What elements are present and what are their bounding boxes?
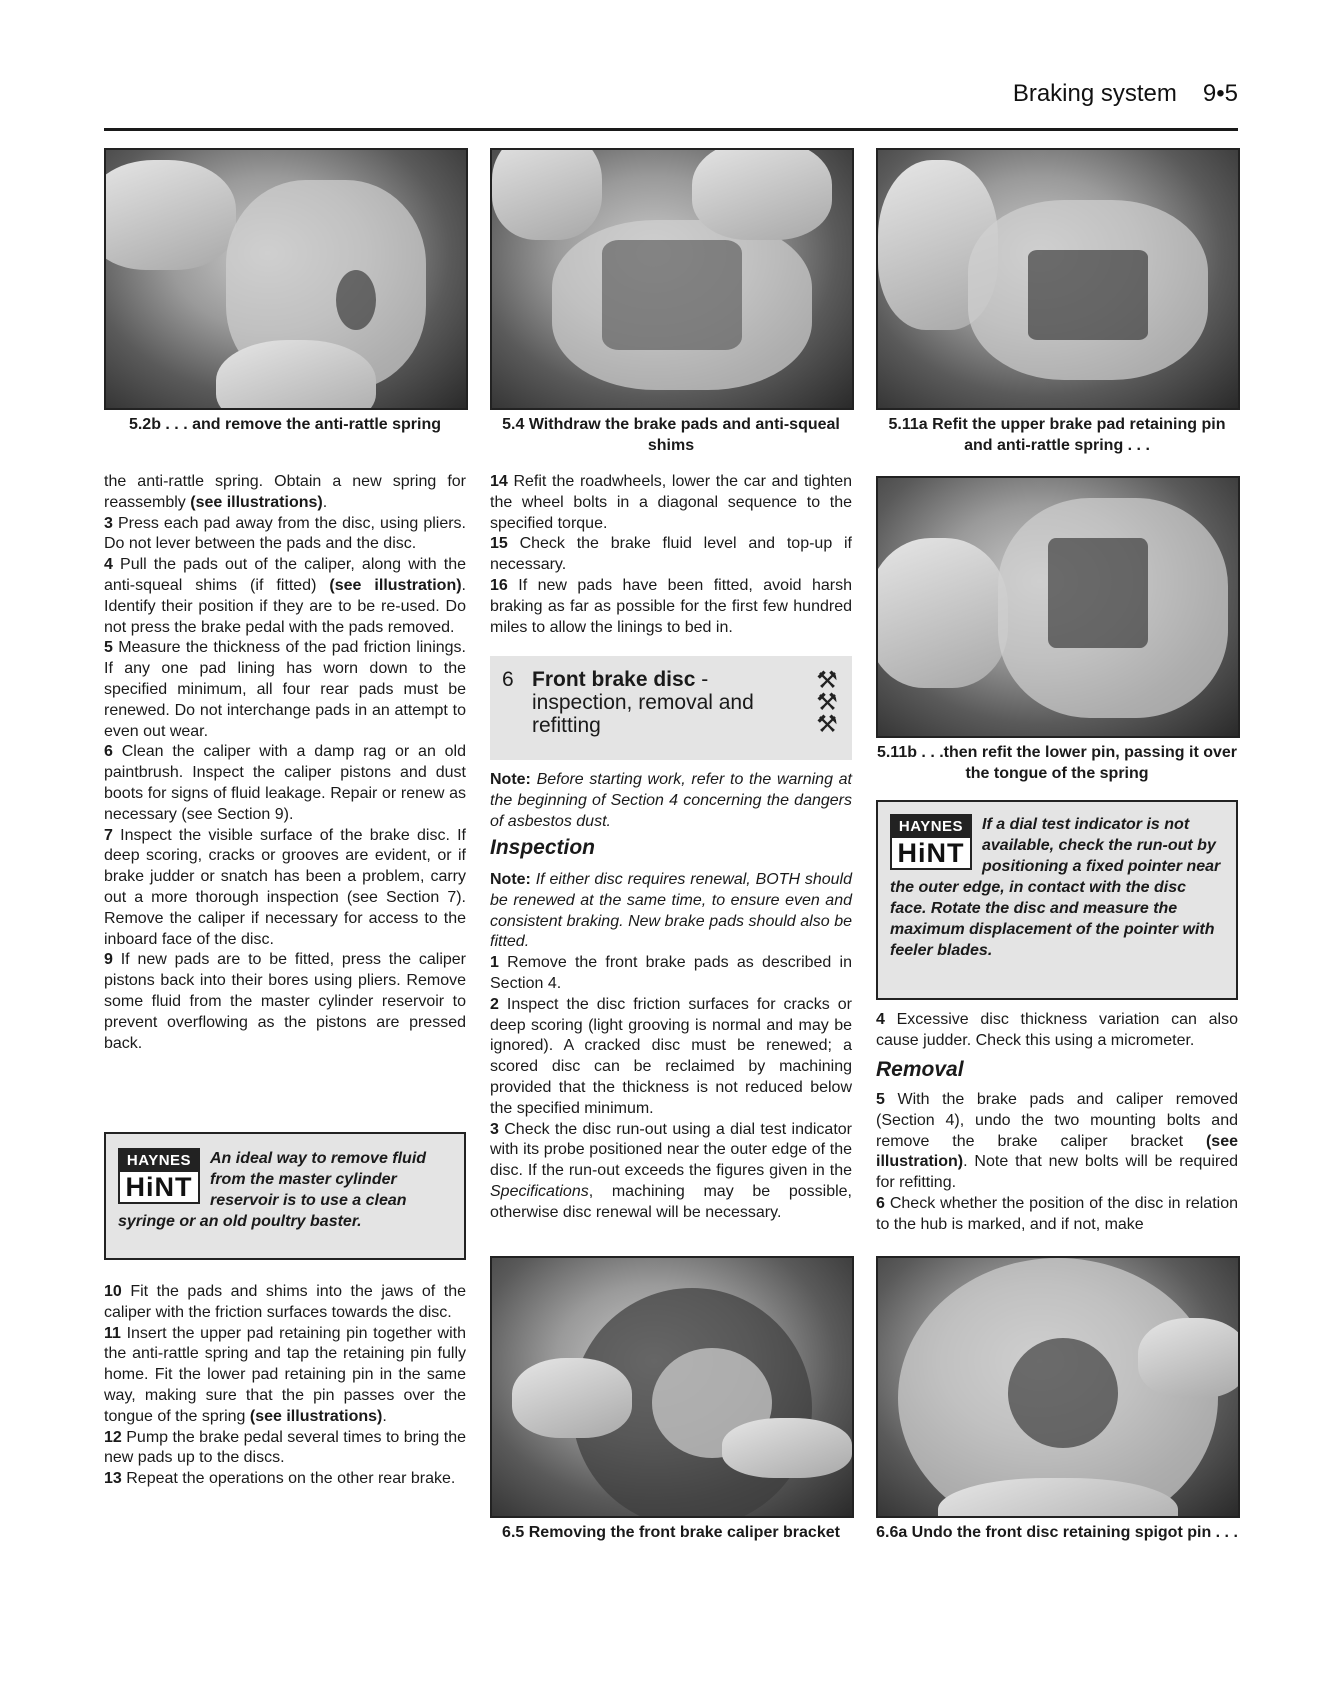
paragraph: Note: If either disc requires renewal, BOTH should be renewed at the same time, to ensure even and consistent braking. New brake pads should also be fitted. <box>490 871 852 951</box>
paragraph: the anti-rattle spring. Obtain a new spring for reassembly (see illustrations). <box>104 473 466 511</box>
caption-5-2b: 5.2b . . . and remove the anti-rattle spring <box>128 416 442 433</box>
removal-heading: Removal <box>876 1058 964 1081</box>
paragraph: 15 Check the brake fluid level and top-up if necessary. <box>490 535 852 574</box>
col1-text-bottom <box>104 1282 466 1490</box>
paragraph: 4 Excessive disc thickness variation can also cause judder. Check this using a micrometer. <box>876 1011 1238 1049</box>
photo-6-5 <box>490 1256 854 1518</box>
photo-5-4 <box>490 148 854 410</box>
paragraph: 16 If new pads have been fitted, avoid harsh braking as far as possible for the first few hundred miles to allow the linings to bed in. <box>490 576 852 636</box>
photo-5-2b <box>104 148 468 410</box>
paragraph: 14 Refit the roadwheels, lower the car and tighten the wheel bolts in a diagonal sequence to the specified torque. <box>490 473 852 532</box>
paragraph: 3 Check the disc run-out using a dial test indicator with its probe positioned near the outer edge of the disc. If the run-out exceeds the figures given in the Specifications, machining may be possible, otherwise disc renewal will be necessary. <box>490 1120 852 1221</box>
paragraph: 7 Inspect the visible surface of the brake disc. If deep scoring, cracks or grooves are evident, or if brake judder or snatch has been a problem, carry out a more thorough inspection (see Section 7). Remove the caliper if necessary for access to the inboard face of the disc. <box>104 826 466 948</box>
paragraph: 9 If new pads are to be fitted, press the caliper pistons back into their bores using pliers. Remove some fluid from the master cylinder reservoir to prevent overflowing as the pistons are pressed back. <box>104 951 466 1052</box>
photo-5-11b <box>876 476 1240 738</box>
header-rule <box>104 128 1238 131</box>
col1-text-top <box>104 472 466 1054</box>
col2-text-inspection <box>490 870 852 1224</box>
hint-text: An ideal way to remove fluid from the master cylinder reservoir is to use a clean syringe or an old poultry baster. <box>118 1150 427 1230</box>
section-title: Front brake disc - inspection, removal and refitting <box>532 668 754 737</box>
section-heading-box <box>490 656 852 760</box>
haynes-hint-box-1 <box>104 1132 466 1260</box>
paragraph: 4 Pull the pads out of the caliper, along with the anti-squeal shims (if fitted) (see illustration). Identify their position if they are to be re-used. Do not press the brake pedal with the pads removed. <box>104 556 466 636</box>
caption-5-11b: 5.11b . . .then refit the lower pin, passing it over the tongue of the spring <box>876 744 1238 782</box>
col3-text-top <box>876 1010 1238 1052</box>
paragraph: 11 Insert the upper pad retaining pin together with the anti-rattle spring and tap the retaining pin fully home. Fit the lower pad retaining pin in the same way, making sure that the pin passes over the tongue of the spring (see illustrations). <box>104 1324 466 1425</box>
chapter-title: Braking system <box>1012 80 1177 107</box>
caption-6-6a: 6.6a Undo the front disc retaining spigot pin . . . <box>876 1524 1238 1541</box>
paragraph: 5 With the brake pads and caliper removed (Section 4), undo the two mounting bolts and remove the brake caliper bracket (see illustration). Note that new bolts will be required for refitting. <box>876 1091 1238 1192</box>
photo-6-6a <box>876 1256 1240 1518</box>
haynes-hint-logo: HAYNES HiNT <box>118 1148 200 1204</box>
page-number: 9•5 <box>1202 80 1238 107</box>
paragraph: 5 Measure the thickness of the pad friction linings. If any one pad lining has worn down to the specified minimum, all four rear pads must be renewed. Do not interchange pads in an attempt to even out wear. <box>104 639 466 740</box>
inspection-heading: Inspection <box>490 836 596 859</box>
paragraph: 13 Repeat the operations on the other rear brake. <box>104 1470 456 1488</box>
caption-5-11a: 5.11a Refit the upper brake pad retaining pin and anti-rattle spring . . . <box>888 416 1226 454</box>
col3-text-removal <box>876 1090 1238 1236</box>
haynes-hint-logo: HAYNES HiNT <box>890 814 972 870</box>
difficulty-wrench-icon: ⚒ ⚒ ⚒ <box>816 667 838 738</box>
paragraph: 12 Pump the brake pedal several times to bring the new pads up to the discs. <box>104 1428 466 1467</box>
paragraph: 6 Clean the caliper with a damp rag or an old paintbrush. Inspect the caliper pistons and dust boots for signs of fluid leakage. Repair or renew as necessary (see Section 9). <box>104 743 466 823</box>
paragraph: 10 Fit the pads and shims into the jaws of the caliper with the friction surfaces towards the disc. <box>104 1283 466 1321</box>
hint-text: If a dial test indicator is not available, check the run-out by positioning a fixed pointer near the outer edge, in contact with the disc face. Rotate the disc and measure the maximum displacement of the pointer with feeler blades. <box>890 816 1221 959</box>
col2-text-top <box>490 472 852 638</box>
col2-note <box>490 770 852 832</box>
paragraph: 3 Press each pad away from the disc, using pliers. Do not lever between the pads and the disc. <box>104 514 466 553</box>
running-header <box>0 80 1238 108</box>
photo-5-11a <box>876 148 1240 410</box>
paragraph: Note: Before starting work, refer to the warning at the beginning of Section 4 concerning the dangers of asbestos dust. <box>490 771 852 830</box>
paragraph: 2 Inspect the disc friction surfaces for cracks or deep scoring (light grooving is normal and may be ignored). A cracked disc must be renewed; a scored disc can be reclaimed by machining provided that the thickness is not reduced below the specified minimum. <box>490 995 852 1117</box>
caption-5-4: 5.4 Withdraw the brake pads and anti-squeal shims <box>502 416 840 454</box>
caption-6-5: 6.5 Removing the front brake caliper bracket <box>502 1524 840 1541</box>
paragraph: 6 Check whether the position of the disc in relation to the hub is marked, and if not, make <box>876 1194 1238 1233</box>
haynes-hint-box-2 <box>876 800 1238 1000</box>
paragraph: 1 Remove the front brake pads as described in Section 4. <box>490 954 852 992</box>
section-number: 6 <box>502 668 514 691</box>
